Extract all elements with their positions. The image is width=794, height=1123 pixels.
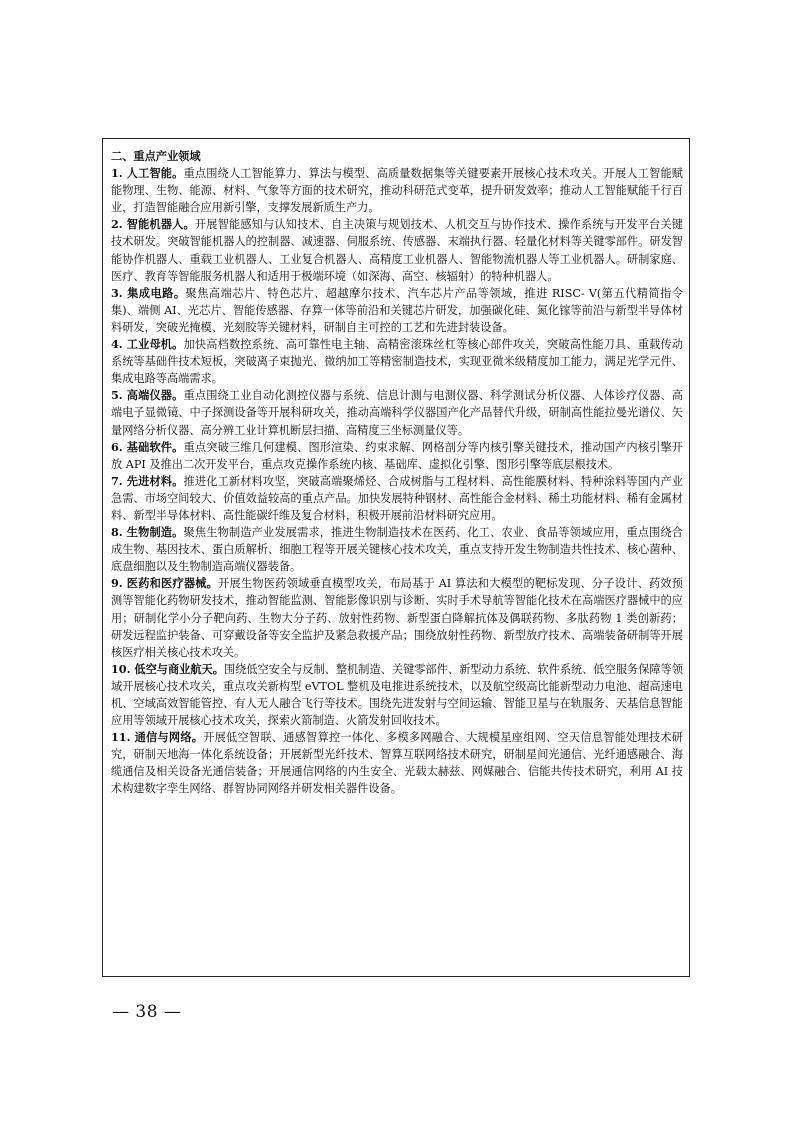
item-title: 8. 生物制造。 [111, 525, 184, 540]
item-communication-network [111, 729, 683, 797]
item-text: 推进化工新材料攻坚，突破高端聚烯烃、合成树脂与工程材料、高性能膜材料、特种涂料等国内产业急需、市场空间较大、价值效益较高的重点产品。加快发展特种钢材、高性能合金材料、稀土功能材料、稀有金属材料、新型半导体材料、高性能碳纤维及复合材料，积极开展前沿材料研究应用。 [111, 474, 683, 522]
item-high-end-instruments [111, 387, 683, 438]
item-title: 4. 工业母机。 [111, 337, 184, 352]
item-text: 围绕低空安全与反制、整机制造、关键零部件、新型动力系统、软件系统、低空服务保障等领域开展核心技术攻关，重点攻关新构型 eVTOL 整机及电推进系统技术，以及航空级高比能新型动力电池、超高速电机、空域高效智能管控、有人无人融合飞行等技术。围绕先进发射与空间运输、智能卫星与在轨服务、天基信息智能应用等领域开展核心技术攻关，探索火箭制造、火箭发射回收技术。 [111, 662, 684, 728]
content-frame [102, 138, 690, 977]
item-title: 5. 高端仪器。 [111, 388, 184, 403]
item-title: 3. 集成电路。 [111, 285, 186, 300]
item-title: 1. 人工智能。 [111, 166, 184, 181]
item-title: 7. 先进材料。 [111, 473, 184, 488]
item-machine-tools [111, 336, 683, 387]
page-number: — 38 — [112, 1002, 182, 1022]
item-text: 重点突破三维几何建模、图形渲染、约束求解、网格剖分等内核引擎关键技术，推动国产内核引擎开放 API 及推出二次开发平台，重点攻克操作系统内核、基础库、虚拟化引擎、图形引擎等底层根技术。 [111, 440, 683, 471]
item-title: 10. 低空与商业航天。 [111, 661, 224, 676]
item-basic-software [111, 439, 683, 473]
item-advanced-materials [111, 473, 683, 524]
section-heading: 二、重点产业领域 [111, 149, 201, 163]
item-title: 11. 通信与网络。 [111, 730, 204, 745]
item-title: 2. 智能机器人。 [111, 217, 195, 232]
item-intelligent-robots [111, 216, 683, 284]
item-title: 9. 医药和医疗器械。 [111, 576, 219, 591]
item-bio-manufacturing [111, 524, 683, 575]
item-text: 聚焦高端芯片、特色芯片、超越摩尔技术、汽车芯片产品等领域，推进 RISC- V(第五代精简指令集)、端侧 AI、光芯片、智能传感器、存算一体等前沿和关键芯片研发，加强碳化硅、氮化镓等前沿与新型半导体材料研发，突破光掩模、光刻胶等关键材料，研制自主可控的工艺和先进封装设备。 [111, 286, 684, 334]
item-text: 开展生物医药领域垂直模型攻关，布局基于 AI 算法和大模型的靶标发现、分子设计、药效预测等智能化药物研发技术，推动智能监测、智能影像识别与诊断、实时手术导航等智能化技术在高端医疗器械中的应用；研制化学小分子靶向药、生物大分子药、放射性药物、新型蛋白降解抗体及偶联药物、多肽药物 1 类创新药；研发远程监护装备、可穿戴设备等安全监护及紧急救援产品；围绕放射性药物、新型放疗技术、高端装备研制等开展核医疗相关核心技术攻关。 [111, 577, 683, 659]
item-text: 重点围绕人工智能算力、算法与模型、高质量数据集等关键要素开展核心技术攻关。开展人工智能赋能物理、生物、能源、材料、气象等方面的技术研究，推动科研范式变革，提升研发效率；推动人工智能赋能千行百业，打造智能融合应用新引擎，支撑发展新质生产力。 [111, 167, 683, 215]
item-text: 开展智能感知与认知技术、自主决策与规划技术、人机交互与协作技术、操作系统与开发平台关键技术研发。突破智能机器人的控制器、减速器、伺服系统、传感器、末端执行器、轻量化材料等关键零部件。研发智能协作机器人、重载工业机器人、工业复合机器人、高精度工业机器人、智能物流机器人等工业机器人。研制家庭、医疗、教育等智能服务机器人和适用于极端环境（如深海、高空、核辐射）的特种机器人。 [111, 218, 683, 283]
item-medicine-medical-devices [111, 575, 683, 660]
item-artificial-intelligence [111, 165, 683, 216]
item-title: 6. 基础软件。 [111, 439, 184, 454]
item-text: 加快高档数控系统、高可靠性电主轴、高精密滚珠丝杠等核心部件攻关，突破高性能刀具、重载传动系统等基础件技术短板，突破离子束抛光、微纳加工等精密制造技术，实现亚微米级精度加工能力，满足光学元件、集成电路等高端需求。 [111, 338, 683, 386]
item-integrated-circuits [111, 285, 683, 336]
item-text: 聚焦生物制造产业发展需求，推进生物制造技术在医药、化工、农业、食品等领域应用，重点围绕合成生物、基因技术、蛋白质解析、细胞工程等开展关键核心技术攻关，重点支持开发生物制造共性技术、核心菌种、底盘细胞以及生物制造高端仪器装备。 [111, 526, 683, 574]
item-text: 重点围绕工业自动化测控仪器与系统、信息计测与电测仪器、科学测试分析仪器、人体诊疗仪器、高端电子显微镜、中子探测设备等开展科研攻关，推动高端科学仪器国产化产品替代升级，研制高性能拉曼光谱仪、矢量网络分析仪器、高分辨工业计算机断层扫描、高精度三坐标测量仪等。 [111, 389, 683, 437]
item-low-altitude-aerospace [111, 661, 683, 729]
item-text: 开展低空智联、通感智算控一体化、多模多网融合、大规模星座组网、空天信息智能处理技术研究，研制天地海一体化系统设备；开展新型光纤技术、智算互联网络技术研究，研制星间光通信、光纤通感融合、海缆通信及相关设备光通信装备；开展通信网络的内生安全、光载太赫兹、网媒融合、信能共传技术研究，利用 AI 技术构建数字孪生网络、群智协同网络并研发相关器件设备。 [111, 731, 683, 796]
